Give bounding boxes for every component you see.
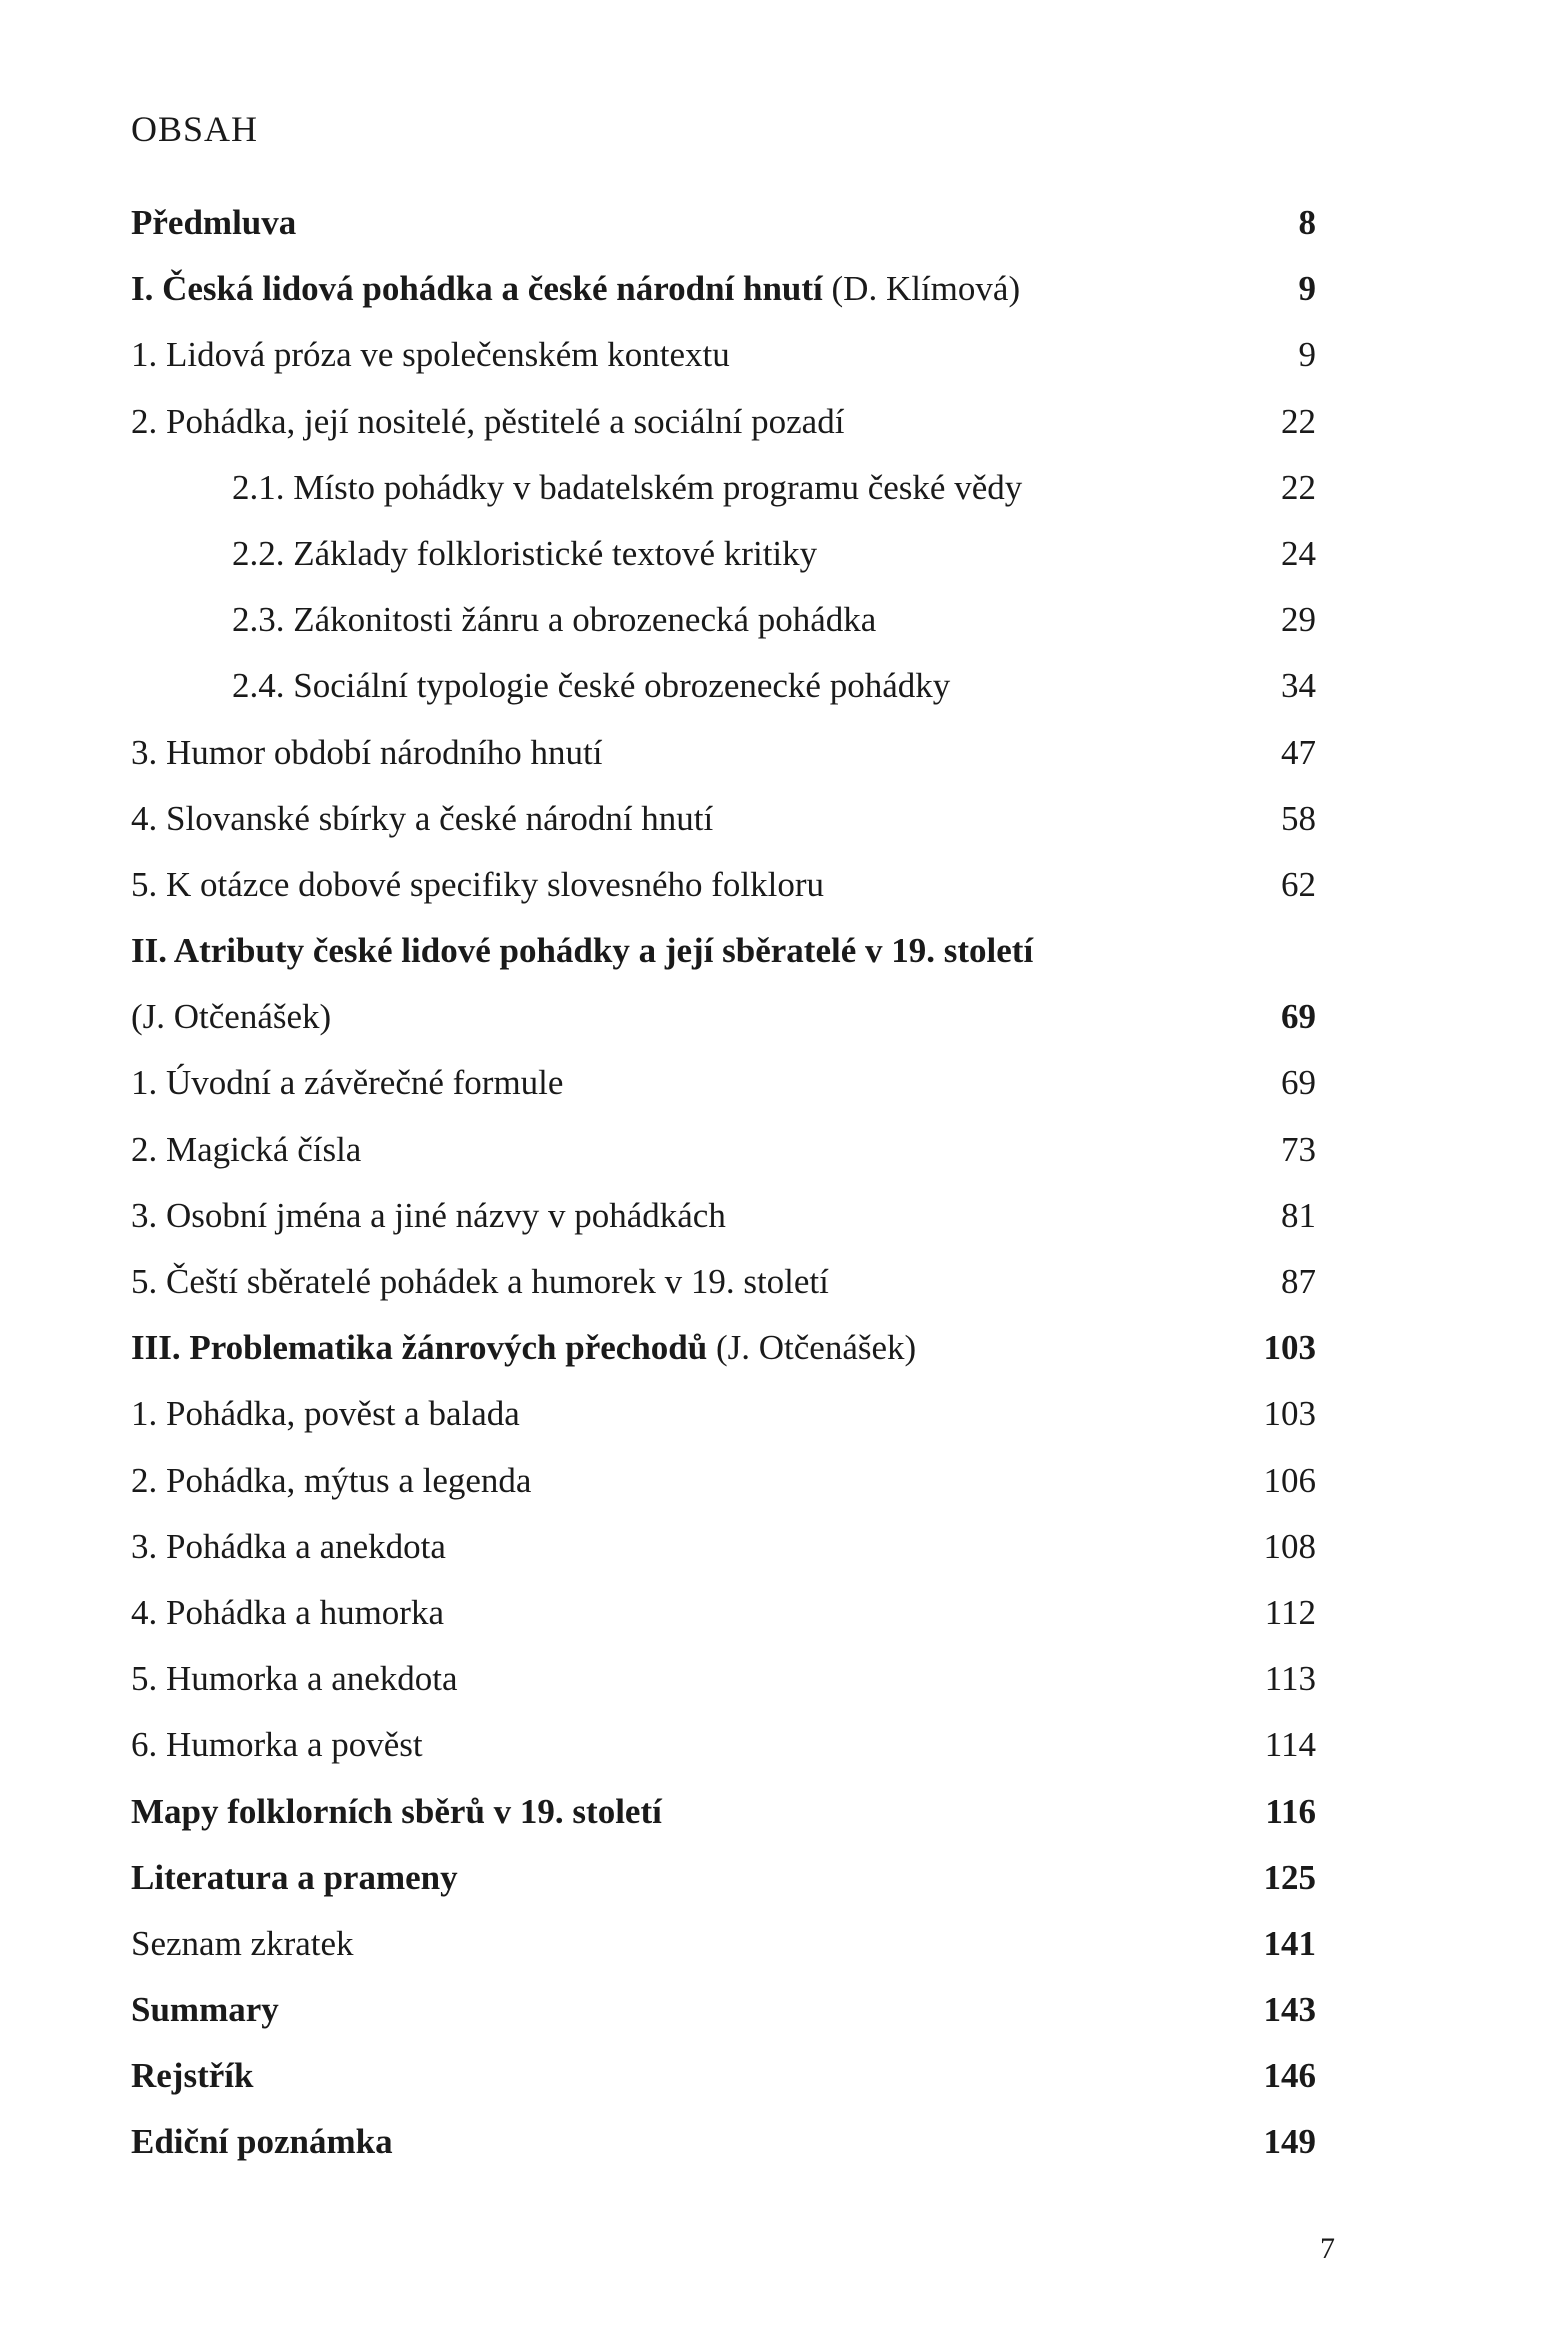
toc-entry-title [131,534,817,573]
toc-entry [131,455,1316,521]
toc-entry-title [131,1527,446,1566]
toc-entry-title [131,1328,916,1367]
toc-entry [131,1911,1316,1977]
toc-entry-page: 125 [1263,1857,1316,1897]
toc-entry [131,521,1316,587]
toc-entry-title [131,1262,829,1301]
toc-entry-page: 69 [1281,1063,1316,1103]
toc-entry-title [131,1858,458,1897]
toc-entry-page: 81 [1281,1195,1316,1235]
toc-entry-title-main: 4. Pohádka a humorka [131,1592,444,1632]
toc-entry-title-main: I. Česká lidová pohádka a české národní hnutí [131,269,823,309]
toc-entry [131,587,1316,653]
toc-entry [131,1315,1316,1381]
contents-heading: OBSAH [131,109,259,149]
toc-entry-title-main: 1. Pohádka, pověst a balada [131,1394,520,1434]
toc-entry-page: 143 [1263,1990,1316,2030]
toc-entry-page: 114 [1264,1725,1316,1765]
toc-entry-title-main: II. Atributy české lidové pohádky a její sběratelé v 19. století [131,931,1034,971]
toc-entry [131,1183,1316,1249]
toc-entry-title [131,1461,531,1500]
toc-entry-author: (D. Klímová) [822,269,1021,309]
toc-entry-page: 9 [1298,269,1316,309]
toc-entry [131,1117,1316,1183]
toc-entry [131,1646,1316,1712]
toc-entry [131,1448,1316,1514]
toc-entry-title [131,733,603,772]
toc-entry-page: 149 [1263,2122,1316,2162]
toc-entry-title [131,468,1022,507]
toc-entry [131,256,1316,322]
toc-entry-page: 62 [1281,864,1316,904]
toc-entry-title-main: 2.3. Zákonitosti žánru a obrozenecká pohádka [232,600,877,640]
toc-entry-page: 9 [1298,335,1316,375]
toc-entry-title [131,1196,726,1235]
toc-entry-title-main: 4. Slovanské sbírky a české národní hnutí [131,798,714,838]
toc-entry [131,2043,1316,2109]
toc-entry-title-main: 1. Lidová próza ve společenském kontextu [131,335,730,375]
page-number: 7 [1320,2232,1335,2265]
toc-entry-page: 8 [1298,203,1316,242]
toc-entry [131,1381,1316,1447]
toc-entry-title-main: Mapy folklorních sběrů v 19. století [131,1791,662,1831]
toc-entry-title-main: 5. Humorka a anekdota [131,1659,458,1699]
toc-entry-title [131,666,950,705]
toc-entry-title-main: 5. K otázce dobové specifiky slovesného folkloru [131,864,825,904]
toc-entry-page: 24 [1281,533,1316,573]
toc-entry [131,786,1316,852]
toc-entry-title-main: Rejstřík [131,2056,254,2096]
toc-entry-title [131,997,331,1036]
toc-entry-page: 87 [1281,1262,1316,1301]
toc-entry-title-main: 1. Úvodní a závěrečné formule [131,1063,564,1103]
toc-entry-title [131,1394,520,1433]
toc-entry-title-main: III. Problematika žánrových přechodů [131,1328,708,1368]
toc-entry-title-main: 2.1. Místo pohádky v badatelském programu české vědy [232,467,1023,507]
toc-entry [131,984,1316,1050]
toc-entry [131,852,1316,918]
toc-entry-title-main: 2. Pohádka, její nositelé, pěstitelé a sociální pozadí [131,401,845,441]
toc-entry-page: 22 [1281,401,1316,441]
toc-entry-title-main: 2. Pohádka, mýtus a legenda [131,1460,532,1500]
toc-entry-title [131,799,713,838]
toc-entry [131,1779,1316,1845]
toc-entry-title-main: 3. Pohádka a anekdota [131,1526,446,1566]
toc-entry-title-main: 2.4. Sociální typologie české obrozenecké pohádky [232,666,951,706]
toc-entry [131,322,1316,388]
toc-entry-page: 112 [1264,1592,1316,1632]
toc-entry-title [131,1130,361,1169]
toc-entry-page: 73 [1281,1129,1316,1169]
toc-entry-page: 146 [1263,2056,1316,2096]
toc-entry-title [131,203,296,242]
toc-entry-title-main: Seznam zkratek [131,1923,354,1963]
toc-entry-author: (J. Otčenášek) [131,997,332,1037]
toc-entry-page: 58 [1281,798,1316,838]
toc-entry-page: 113 [1264,1659,1316,1699]
toc-entry [131,1514,1316,1580]
toc-entry-title [131,335,730,374]
toc-entry-title [131,1792,662,1831]
toc-entry-page: 103 [1263,1328,1316,1368]
toc-entry-page: 47 [1281,732,1316,772]
toc-entry [131,720,1316,786]
toc-entry-title [131,865,824,904]
toc-entry-title [131,1990,279,2029]
toc-entry [131,389,1316,455]
toc-entry-title [131,1593,444,1632]
toc-entry-page: 106 [1263,1460,1316,1500]
toc-entry [131,1050,1316,1116]
toc-entry-title [131,600,876,639]
toc-entry-title [131,2122,393,2161]
toc-entry-author: (J. Otčenášek) [707,1328,917,1368]
toc-entry-title-main: 6. Humorka a pověst [131,1725,423,1765]
toc-entry-page: 29 [1281,600,1316,640]
toc-entry [131,190,1316,256]
toc-entry-title-main: 2. Magická čísla [131,1129,362,1169]
toc-entry-title [131,931,1033,970]
table-of-contents [131,190,1316,2176]
toc-entry-page: 22 [1281,467,1316,507]
toc-entry [131,1845,1316,1911]
toc-entry [131,1977,1316,2043]
toc-entry [131,1712,1316,1778]
toc-entry-title-main: Předmluva [131,203,297,242]
toc-entry [131,1249,1316,1315]
toc-entry-title [131,1063,563,1102]
toc-entry-page: 34 [1281,666,1316,706]
toc-entry-page: 108 [1263,1526,1316,1566]
toc-entry-title [131,1725,423,1764]
toc-entry [131,2109,1316,2175]
toc-entry-title [131,402,844,441]
toc-entry-page: 69 [1281,997,1316,1037]
toc-entry-title-main: 3. Humor období národního hnutí [131,732,603,772]
toc-entry-title-main: 2.2. Základy folkloristické textové kritiky [232,533,818,573]
toc-entry-title-main: 3. Osobní jména a jiné názvy v pohádkách [131,1195,726,1235]
toc-entry-title [131,1924,354,1963]
toc-entry [131,1580,1316,1646]
toc-entry-title-main: Summary [131,1990,279,2030]
toc-entry-page: 116 [1265,1791,1316,1831]
toc-entry [131,918,1316,984]
toc-entry-title [131,2056,253,2095]
toc-entry-title [131,1659,458,1698]
toc-entry-title-main: 5. Čeští sběratelé pohádek a humorek v 19. století [131,1262,829,1301]
toc-entry-title-main: Ediční poznámka [131,2122,393,2162]
toc-entry-page: 141 [1263,1923,1316,1963]
toc-entry-title-main: Literatura a prameny [131,1857,458,1897]
toc-entry-title [131,269,1020,308]
toc-entry [131,653,1316,719]
toc-entry-page: 103 [1263,1394,1316,1434]
